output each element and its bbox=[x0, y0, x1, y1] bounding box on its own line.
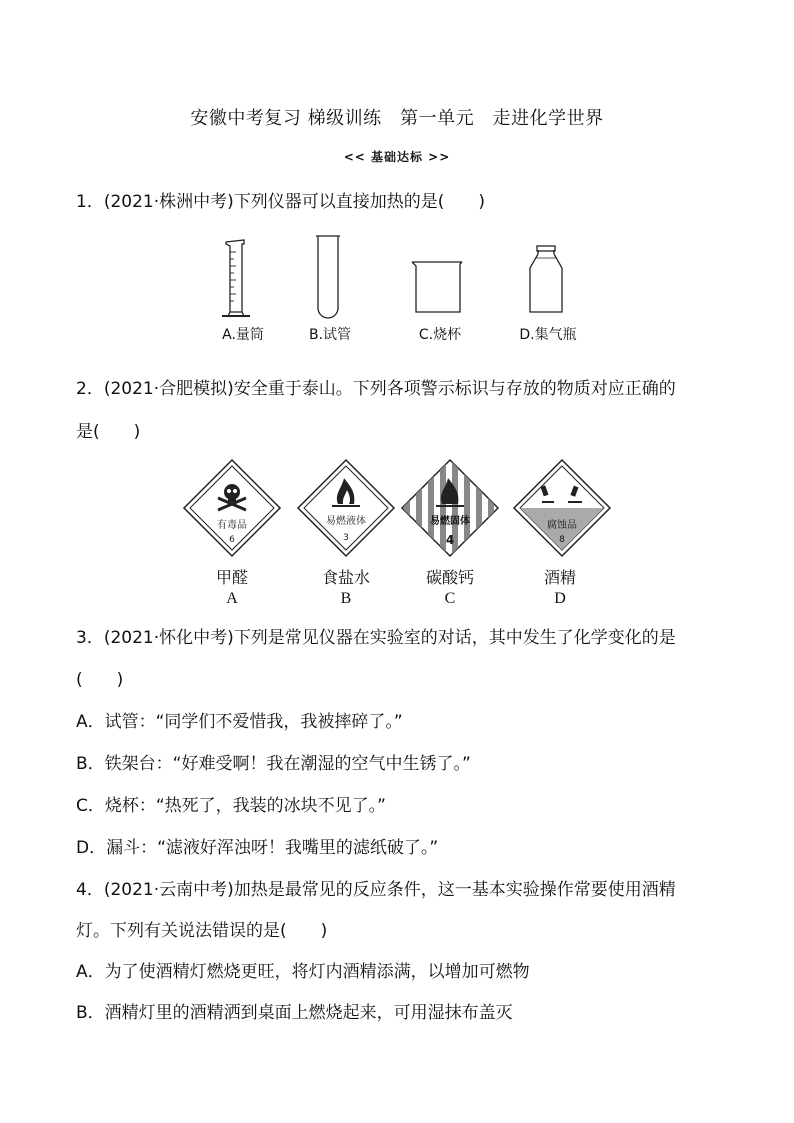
question-4-stem-line-2: 灯。下列有关说法错误的是( ) bbox=[76, 921, 328, 941]
flammable-liquid-sign-number: 3 bbox=[343, 533, 349, 543]
sign-option-letter-a: A bbox=[226, 590, 238, 607]
question-3-option-d: D．漏斗：“滤液好浑浊呀！我嘴里的滤纸破了。” bbox=[76, 838, 439, 858]
instrument-caption-d: D.集气瓶 bbox=[519, 327, 577, 343]
flammable-solid-sign-icon bbox=[402, 458, 498, 558]
question-4-option-b: B．酒精灯里的酒精洒到桌面上燃烧起来，可用湿抹布盖灭 bbox=[76, 1003, 513, 1023]
sign-option-letter-d: D bbox=[554, 590, 566, 607]
beaker-icon bbox=[412, 262, 462, 312]
gas-collecting-bottle-icon bbox=[530, 246, 562, 312]
flammable-liquid-sign-icon bbox=[298, 460, 394, 556]
page-title: 安徽中考复习 梯级训练 第一单元 走进化学世界 bbox=[190, 108, 604, 129]
graduated-cylinder-icon bbox=[222, 240, 250, 316]
sign-substance-c: 碳酸钙 bbox=[425, 568, 474, 587]
question-4-stem-line-1: 4．(2021·云南中考)加热是最常见的反应条件，这一基本实验操作常要使用酒精 bbox=[76, 880, 676, 900]
question-2-stem-line-2: 是( ) bbox=[76, 422, 141, 442]
sign-substance-b: 食盐水 bbox=[321, 568, 370, 587]
question-1-instruments-figure bbox=[200, 232, 600, 322]
section-heading: << 基础达标 >> bbox=[343, 150, 451, 164]
question-3-stem-line-2: ( ) bbox=[76, 670, 124, 690]
question-3-option-c: C．烧杯：“热死了，我装的冰块不见了。” bbox=[76, 796, 386, 816]
instrument-caption-a: A.量筒 bbox=[222, 327, 264, 343]
instrument-caption-b: B.试管 bbox=[308, 327, 352, 343]
corrosive-sign-label: 腐蚀品 bbox=[547, 520, 577, 531]
question-2-warning-signs-figure bbox=[180, 458, 620, 558]
question-2-stem-line-1: 2．(2021·合肥模拟)安全重于泰山。下列各项警示标识与存放的物质对应正确的 bbox=[76, 379, 676, 399]
instrument-caption-c: C.烧杯 bbox=[418, 327, 462, 343]
test-tube-icon bbox=[316, 236, 340, 318]
toxic-sign-label: 有毒品 bbox=[217, 520, 247, 531]
question-4-option-a: A．为了使酒精灯燃烧更旺，将灯内酒精添满，以增加可燃物 bbox=[76, 962, 530, 982]
question-1-stem: 1．(2021·株洲中考)下列仪器可以直接加热的是( ) bbox=[76, 192, 486, 212]
flammable-liquid-sign-label: 易燃液体 bbox=[326, 516, 366, 527]
question-3-option-b: B．铁架台：“好难受啊！我在潮湿的空气中生锈了。” bbox=[76, 754, 471, 774]
toxic-sign-icon bbox=[184, 460, 280, 556]
corrosive-sign-number: 8 bbox=[559, 535, 565, 545]
sign-option-letter-c: C bbox=[444, 590, 456, 607]
corrosive-sign-icon bbox=[514, 460, 610, 556]
sign-substance-a: 甲醛 bbox=[215, 568, 248, 587]
question-3-stem-line-1: 3．(2021·怀化中考)下列是常见仪器在实验室的对话，其中发生了化学变化的是 bbox=[76, 628, 676, 648]
question-3-option-a: A．试管：“同学们不爱惜我，我被摔碎了。” bbox=[76, 712, 403, 732]
sign-substance-d: 酒精 bbox=[543, 568, 576, 587]
toxic-sign-number: 6 bbox=[229, 535, 235, 545]
flammable-solid-sign-number: 4 bbox=[445, 533, 455, 547]
sign-option-letter-b: B bbox=[340, 590, 352, 607]
flammable-solid-sign-label: 易燃固体 bbox=[430, 516, 470, 527]
